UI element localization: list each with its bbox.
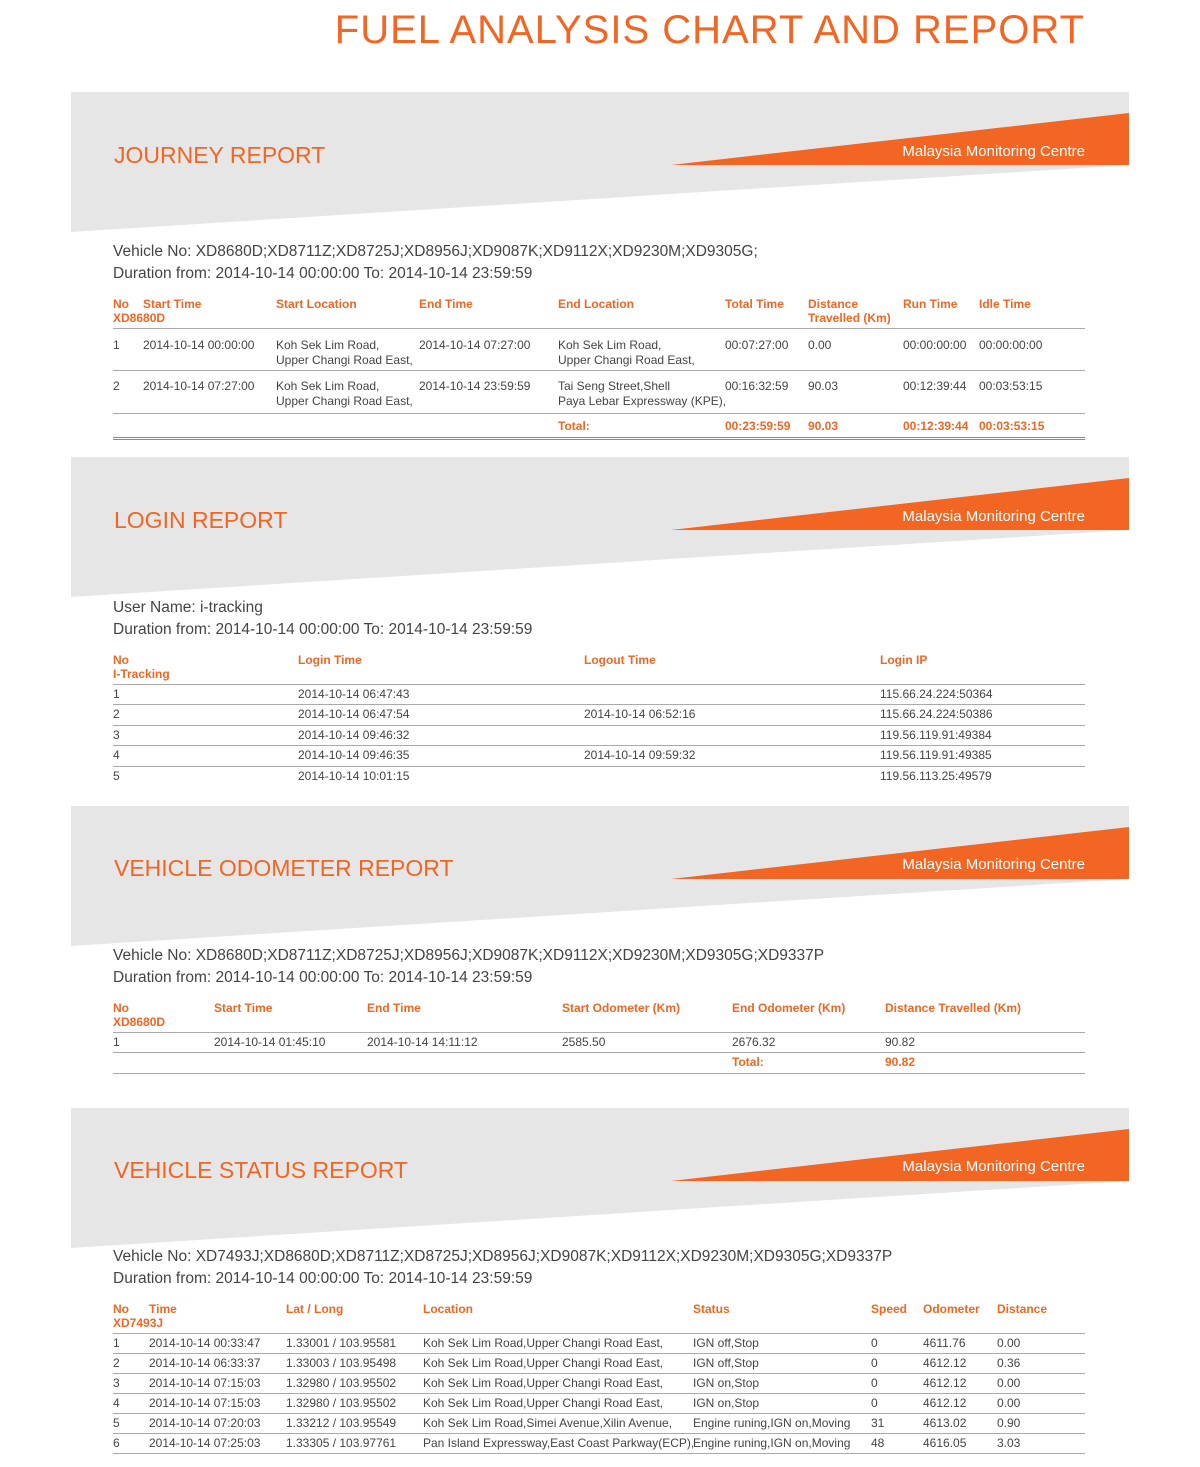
col-start-time: Start Time xyxy=(214,1001,273,1015)
cell-lat-long: 1.33305 / 103.97761 xyxy=(286,1436,397,1450)
table-total-row xyxy=(113,1053,1085,1074)
cell-location: Pan Island Expressway,East Coast Parkway(ECP), xyxy=(423,1436,695,1450)
cell-odometer: 4616.05 xyxy=(923,1436,967,1450)
cell-no: 4 xyxy=(113,1396,120,1410)
cell-login-ip: 119.56.119.91:49385 xyxy=(880,748,992,762)
cell-no: 5 xyxy=(113,769,120,783)
odometer-duration-line: Duration from: 2014-10-14 00:00:00 To: 2014-10-14 23:59:59 xyxy=(113,969,533,986)
odometer-header-band xyxy=(71,806,1129,946)
col-odometer: Odometer xyxy=(923,1302,980,1316)
table-header xyxy=(113,1302,1085,1334)
cell-start-odometer: 2585.50 xyxy=(562,1035,606,1049)
cell-login-time: 2014-10-14 09:46:35 xyxy=(298,748,410,762)
cell-no: 3 xyxy=(113,1376,120,1390)
cell-no: 1 xyxy=(113,1035,120,1049)
cell-no: 2 xyxy=(113,1356,120,1370)
cell-location: Koh Sek Lim Road,Simei Avenue,Xilin Avenue, xyxy=(423,1416,673,1430)
table-row xyxy=(113,1354,1085,1374)
cell-login-time: 2014-10-14 10:01:15 xyxy=(298,769,410,783)
odometer-report-title: VEHICLE ODOMETER REPORT xyxy=(114,855,454,881)
cell-idle-time: 00:03:53:15 xyxy=(979,379,1043,393)
cell-speed: 0 xyxy=(871,1356,878,1370)
cell-login-time: 2014-10-14 09:46:32 xyxy=(298,728,410,742)
cell-odometer: 4612.12 xyxy=(923,1376,967,1390)
col-run-time: Run Time xyxy=(903,297,958,311)
cell-lat-long: 1.33003 / 103.95498 xyxy=(286,1356,397,1370)
cell-lat-long: 1.32980 / 103.95502 xyxy=(286,1396,397,1410)
col-vehicle-id: XD8680D xyxy=(113,311,166,325)
status-vehicle-line: Vehicle No: XD7493J;XD8680D;XD8711Z;XD8725J;XD8956J;XD9087K;XD9112X;XD9230M;XD9305G;XD9337P xyxy=(113,1248,893,1265)
login-header-band xyxy=(71,457,1129,597)
cell-distance: 90.03 xyxy=(808,379,839,393)
status-table xyxy=(113,1302,1085,1454)
cell-idle-time: 00:00:00:00 xyxy=(979,338,1043,352)
cell-distance: 0.36 xyxy=(997,1356,1021,1370)
cell-distance: 0.90 xyxy=(997,1416,1021,1430)
cell-no: 2 xyxy=(113,379,120,393)
col-distance-travelled: Distance Travelled (Km) xyxy=(885,1001,1022,1015)
cell-logout-time: 2014-10-14 09:59:32 xyxy=(584,748,696,762)
cell-no: 4 xyxy=(113,748,120,762)
journey-report-title: JOURNEY REPORT xyxy=(114,142,326,168)
odometer-vehicle-line: Vehicle No: XD8680D;XD8711Z;XD8725J;XD8956J;XD9087K;XD9112X;XD9230M;XD9305G;XD9337P xyxy=(113,947,825,964)
total-distance: 90.82 xyxy=(885,1055,916,1069)
col-vehicle-id: XD7493J xyxy=(113,1316,164,1330)
cell-no: 2 xyxy=(113,707,120,721)
cell-status: Engine runing,IGN on,Moving xyxy=(693,1416,851,1430)
table-row xyxy=(113,685,1085,704)
col-lat-long: Lat / Long xyxy=(286,1302,344,1316)
journey-monitoring-centre-badge: Malaysia Monitoring Centre xyxy=(902,143,1085,160)
cell-no: 1 xyxy=(113,687,120,701)
col-end-time: End Time xyxy=(367,1001,421,1015)
table-row xyxy=(113,371,1085,414)
cell-end-location-2: Paya Lebar Expressway (KPE), xyxy=(558,394,727,408)
cell-odometer: 4613.02 xyxy=(923,1416,967,1430)
cell-end-location: Tai Seng Street,Shell xyxy=(558,379,671,393)
table-row xyxy=(113,704,1085,726)
cell-login-time: 2014-10-14 06:47:54 xyxy=(298,707,410,721)
table-row xyxy=(113,1374,1085,1394)
col-start-time: Start Time xyxy=(143,297,202,311)
cell-no: 6 xyxy=(113,1436,120,1450)
cell-location: Koh Sek Lim Road,Upper Changi Road East, xyxy=(423,1336,664,1350)
cell-distance: 0.00 xyxy=(808,338,832,352)
cell-start-location: Koh Sek Lim Road, xyxy=(276,338,380,352)
cell-odometer: 4612.12 xyxy=(923,1356,967,1370)
col-status: Status xyxy=(693,1302,730,1316)
cell-no: 1 xyxy=(113,338,120,352)
odometer-table xyxy=(113,1001,1085,1074)
table-header xyxy=(113,1001,1085,1033)
login-report-title: LOGIN REPORT xyxy=(114,507,288,533)
login-table xyxy=(113,653,1085,787)
cell-login-ip: 119.56.119.91:49384 xyxy=(880,728,992,742)
table-row xyxy=(113,1414,1085,1434)
col-end-location: End Location xyxy=(558,297,634,311)
status-monitoring-centre-badge: Malaysia Monitoring Centre xyxy=(902,1158,1085,1175)
cell-status: Engine runing,IGN on,Moving xyxy=(693,1436,851,1450)
col-start-location: Start Location xyxy=(276,297,357,311)
journey-header-band xyxy=(71,92,1129,232)
total-label: Total: xyxy=(732,1055,764,1069)
cell-time: 2014-10-14 00:33:47 xyxy=(149,1336,261,1350)
total-label: Total: xyxy=(558,419,590,433)
table-row xyxy=(113,1334,1085,1354)
cell-start-time: 2014-10-14 01:45:10 xyxy=(214,1035,326,1049)
cell-logout-time: 2014-10-14 06:52:16 xyxy=(584,707,696,721)
cell-lat-long: 1.32980 / 103.95502 xyxy=(286,1376,397,1390)
col-distance: Distance xyxy=(997,1302,1048,1316)
cell-total-time: 00:07:27:00 xyxy=(725,338,789,352)
col-login-ip: Login IP xyxy=(880,653,928,667)
cell-total-time: 00:16:32:59 xyxy=(725,379,789,393)
cell-lat-long: 1.33001 / 103.95581 xyxy=(286,1336,397,1350)
cell-status: IGN off,Stop xyxy=(693,1336,759,1350)
cell-odometer: 4612.12 xyxy=(923,1396,967,1410)
total-run-time: 00:12:39:44 xyxy=(903,419,969,433)
cell-start-location: Koh Sek Lim Road, xyxy=(276,379,380,393)
cell-distance: 90.82 xyxy=(885,1035,916,1049)
cell-end-odometer: 2676.32 xyxy=(732,1035,776,1049)
table-header xyxy=(113,653,1085,685)
login-user-line: User Name: i-tracking xyxy=(113,599,263,616)
cell-end-location-2: Upper Changi Road East, xyxy=(558,353,695,367)
col-time: Time xyxy=(149,1302,177,1316)
col-end-odometer: End Odometer (Km) xyxy=(732,1001,846,1015)
cell-time: 2014-10-14 07:25:03 xyxy=(149,1436,261,1450)
col-vehicle-id: XD8680D xyxy=(113,1015,166,1029)
col-start-odometer: Start Odometer (Km) xyxy=(562,1001,681,1015)
cell-start-location-2: Upper Changi Road East, xyxy=(276,394,413,408)
total-idle-time: 00:03:53:15 xyxy=(979,419,1045,433)
cell-distance: 3.03 xyxy=(997,1436,1021,1450)
cell-lat-long: 1.33212 / 103.95549 xyxy=(286,1416,397,1430)
odometer-monitoring-centre-badge: Malaysia Monitoring Centre xyxy=(902,856,1085,873)
login-monitoring-centre-badge: Malaysia Monitoring Centre xyxy=(902,508,1085,525)
col-end-time: End Time xyxy=(419,297,473,311)
cell-distance: 0.00 xyxy=(997,1336,1021,1350)
col-user-id: I-Tracking xyxy=(113,667,170,681)
status-header-band xyxy=(71,1108,1129,1248)
cell-speed: 31 xyxy=(871,1416,885,1430)
journey-vehicle-line: Vehicle No: XD8680D;XD8711Z;XD8725J;XD8956J;XD9087K;XD9112X;XD9230M;XD9305G; xyxy=(113,243,758,260)
table-row xyxy=(113,1394,1085,1414)
table-row xyxy=(113,746,1085,767)
cell-start-time: 2014-10-14 07:27:00 xyxy=(143,379,255,393)
col-no: No xyxy=(113,1001,129,1015)
cell-no: 3 xyxy=(113,728,120,742)
table-row xyxy=(113,726,1085,746)
table-header xyxy=(113,297,1085,329)
col-no: No xyxy=(113,653,129,667)
cell-distance: 0.00 xyxy=(997,1396,1021,1410)
col-idle-time: Idle Time xyxy=(979,297,1031,311)
col-location: Location xyxy=(423,1302,473,1316)
cell-login-ip: 115.66.24.224:50364 xyxy=(880,687,993,701)
col-distance-unit: Travelled (Km) xyxy=(808,311,891,325)
cell-login-ip: 119.56.113.25:49579 xyxy=(880,769,992,783)
cell-speed: 0 xyxy=(871,1396,878,1410)
table-row xyxy=(113,1434,1085,1454)
total-distance: 90.03 xyxy=(808,419,839,433)
table-row xyxy=(113,767,1085,787)
cell-no: 1 xyxy=(113,1336,120,1350)
cell-end-time: 2014-10-14 23:59:59 xyxy=(419,379,531,393)
cell-location: Koh Sek Lim Road,Upper Changi Road East, xyxy=(423,1396,664,1410)
journey-table xyxy=(113,297,1085,440)
col-distance: Distance xyxy=(808,297,859,311)
cell-time: 2014-10-14 07:15:03 xyxy=(149,1376,261,1390)
col-logout-time: Logout Time xyxy=(584,653,656,667)
table-row xyxy=(113,1033,1085,1053)
table-row xyxy=(113,329,1085,371)
cell-status: IGN on,Stop xyxy=(693,1396,760,1410)
cell-odometer: 4611.76 xyxy=(923,1336,966,1350)
table-total-row xyxy=(113,414,1085,440)
login-duration-line: Duration from: 2014-10-14 00:00:00 To: 2014-10-14 23:59:59 xyxy=(113,621,533,638)
journey-duration-line: Duration from: 2014-10-14 00:00:00 To: 2014-10-14 23:59:59 xyxy=(113,265,533,282)
cell-login-time: 2014-10-14 06:47:43 xyxy=(298,687,410,701)
status-duration-line: Duration from: 2014-10-14 00:00:00 To: 2014-10-14 23:59:59 xyxy=(113,1270,533,1287)
total-time: 00:23:59:59 xyxy=(725,419,791,433)
col-total-time: Total Time xyxy=(725,297,784,311)
cell-time: 2014-10-14 06:33:37 xyxy=(149,1356,261,1370)
cell-time: 2014-10-14 07:15:03 xyxy=(149,1396,261,1410)
cell-status: IGN off,Stop xyxy=(693,1356,759,1370)
cell-end-time: 2014-10-14 07:27:00 xyxy=(419,338,531,352)
col-speed: Speed xyxy=(871,1302,908,1316)
cell-no: 5 xyxy=(113,1416,120,1430)
cell-end-time: 2014-10-14 14:11:12 xyxy=(367,1035,478,1049)
cell-end-location: Koh Sek Lim Road, xyxy=(558,338,662,352)
page-title: FUEL ANALYSIS CHART AND REPORT xyxy=(334,8,1085,52)
col-no: No xyxy=(113,297,129,311)
cell-speed: 48 xyxy=(871,1436,885,1450)
cell-login-ip: 115.66.24.224:50386 xyxy=(880,707,993,721)
cell-start-location-2: Upper Changi Road East, xyxy=(276,353,413,367)
cell-location: Koh Sek Lim Road,Upper Changi Road East, xyxy=(423,1376,664,1390)
cell-run-time: 00:12:39:44 xyxy=(903,379,967,393)
cell-status: IGN on,Stop xyxy=(693,1376,760,1390)
cell-start-time: 2014-10-14 00:00:00 xyxy=(143,338,255,352)
col-no: No xyxy=(113,1302,129,1316)
status-report-title: VEHICLE STATUS REPORT xyxy=(114,1157,408,1183)
col-login-time: Login Time xyxy=(298,653,362,667)
cell-time: 2014-10-14 07:20:03 xyxy=(149,1416,261,1430)
cell-distance: 0.00 xyxy=(997,1376,1021,1390)
cell-location: Koh Sek Lim Road,Upper Changi Road East, xyxy=(423,1356,664,1370)
cell-speed: 0 xyxy=(871,1376,878,1390)
cell-run-time: 00:00:00:00 xyxy=(903,338,967,352)
cell-speed: 0 xyxy=(871,1336,878,1350)
